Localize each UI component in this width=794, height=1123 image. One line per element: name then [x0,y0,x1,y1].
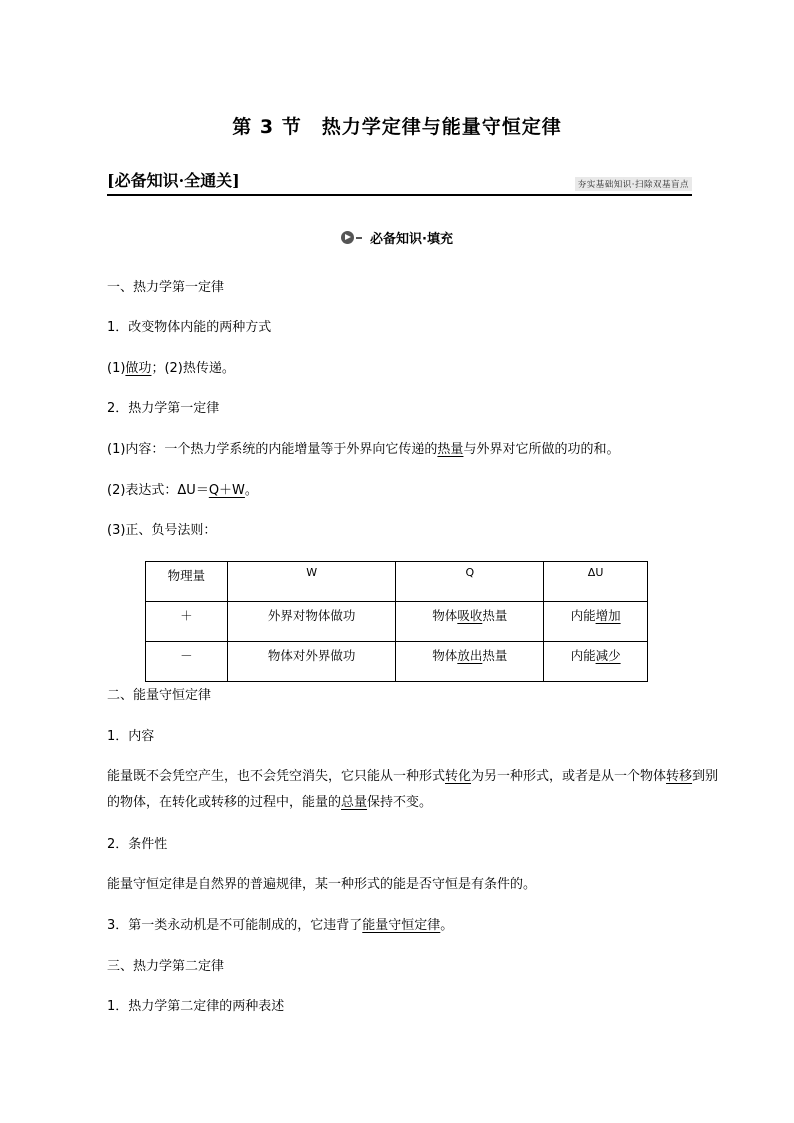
blank-answer: 能量守恒定律 [362,918,441,933]
item-3-1: 1．热力学第二定律的两种表述 [107,999,285,1014]
blank-answer: 热量 [437,442,464,457]
table-header: Q [396,562,544,602]
text: 3．第一类永动机是不可能制成的，它违背了 [107,918,363,933]
law-expression [107,482,258,500]
table-cell [396,602,544,642]
table-cell: 物体对外界做功 [227,642,396,682]
sign-rule-table [145,561,648,682]
item-1-2: 2．热力学第一定律 [107,401,220,416]
play-icon [341,231,354,244]
table-header: 物理量 [146,562,228,602]
blank-answer: 转移 [666,769,693,784]
text: ；(2)热传递。 [151,361,235,376]
text: (1)内容：一个热力学系统的内能增量等于外界向它传递的 [107,442,438,457]
section-3-heading: 三、热力学第二定律 [107,959,225,974]
blank-answer: 增加 [595,608,621,623]
text: 。 [244,483,258,498]
table-cell [544,642,648,682]
table-row [146,602,648,642]
condition-text: 能量守恒定律是自然界的普遍规律，某一种形式的能是否守恒是有条件的。 [107,877,537,892]
blank-answer: 做功 [125,361,152,376]
table-cell [396,642,544,682]
banner-title: [必备知识·全通关] [107,171,240,190]
law-content [107,441,619,459]
item-1-1-answer [107,360,235,378]
text: 保持不变。 [367,795,433,810]
blank-answer: 放出 [457,648,483,663]
text: 与外界对它所做的功的和。 [463,442,620,457]
blank-answer: 减少 [595,648,621,663]
table-header: W [227,562,396,602]
sub-heading-text: 必备知识·填充 [370,232,453,247]
blank-answer: 总量 [341,795,368,810]
table-header: ΔU [544,562,648,602]
text: 内能 [570,648,596,663]
text: 为另一种形式，或者是从一个物体 [471,769,667,784]
table-cell: － [146,642,228,682]
table-cell [544,602,648,642]
play-icon-tail [356,237,362,239]
banner-tagline: 夯实基础知识·扫除双基盲点 [575,177,692,191]
section-1-heading: 一、热力学第一定律 [107,280,225,295]
table-cell: 外界对物体做功 [227,602,396,642]
sub-heading [0,228,794,247]
text: 热量 [482,648,508,663]
item-2-3 [107,917,453,935]
text: 能量既不会凭空产生，也不会凭空消失，它只能从一种形式 [107,769,446,784]
section-2-heading: 二、能量守恒定律 [107,688,212,703]
text: 内能 [570,608,596,623]
text: 物体 [432,648,458,663]
text: (2)表达式：ΔU＝ [107,483,209,498]
item-1-1: 1．改变物体内能的两种方式 [107,320,272,335]
blank-answer: 吸收 [457,608,483,623]
page-title: 第 3 节 热力学定律与能量守恒定律 [232,116,562,138]
conservation-paragraph [107,764,719,816]
table-header-row [146,562,648,602]
sign-rule: (3)正、负号法则： [107,523,217,538]
text: 物体 [432,608,458,623]
text: 热量 [482,608,508,623]
item-2-1: 1．内容 [107,729,155,744]
table-cell: ＋ [146,602,228,642]
item-2-2: 2．条件性 [107,837,168,852]
blank-answer: 转化 [445,769,472,784]
text: (1) [107,361,126,376]
text: 到别的物体，在转化或转移的过程中，能量的 [107,769,719,810]
blank-answer: Q＋W [208,483,245,498]
table-row [146,642,648,682]
section-banner [107,168,692,196]
text: 。 [440,918,454,933]
